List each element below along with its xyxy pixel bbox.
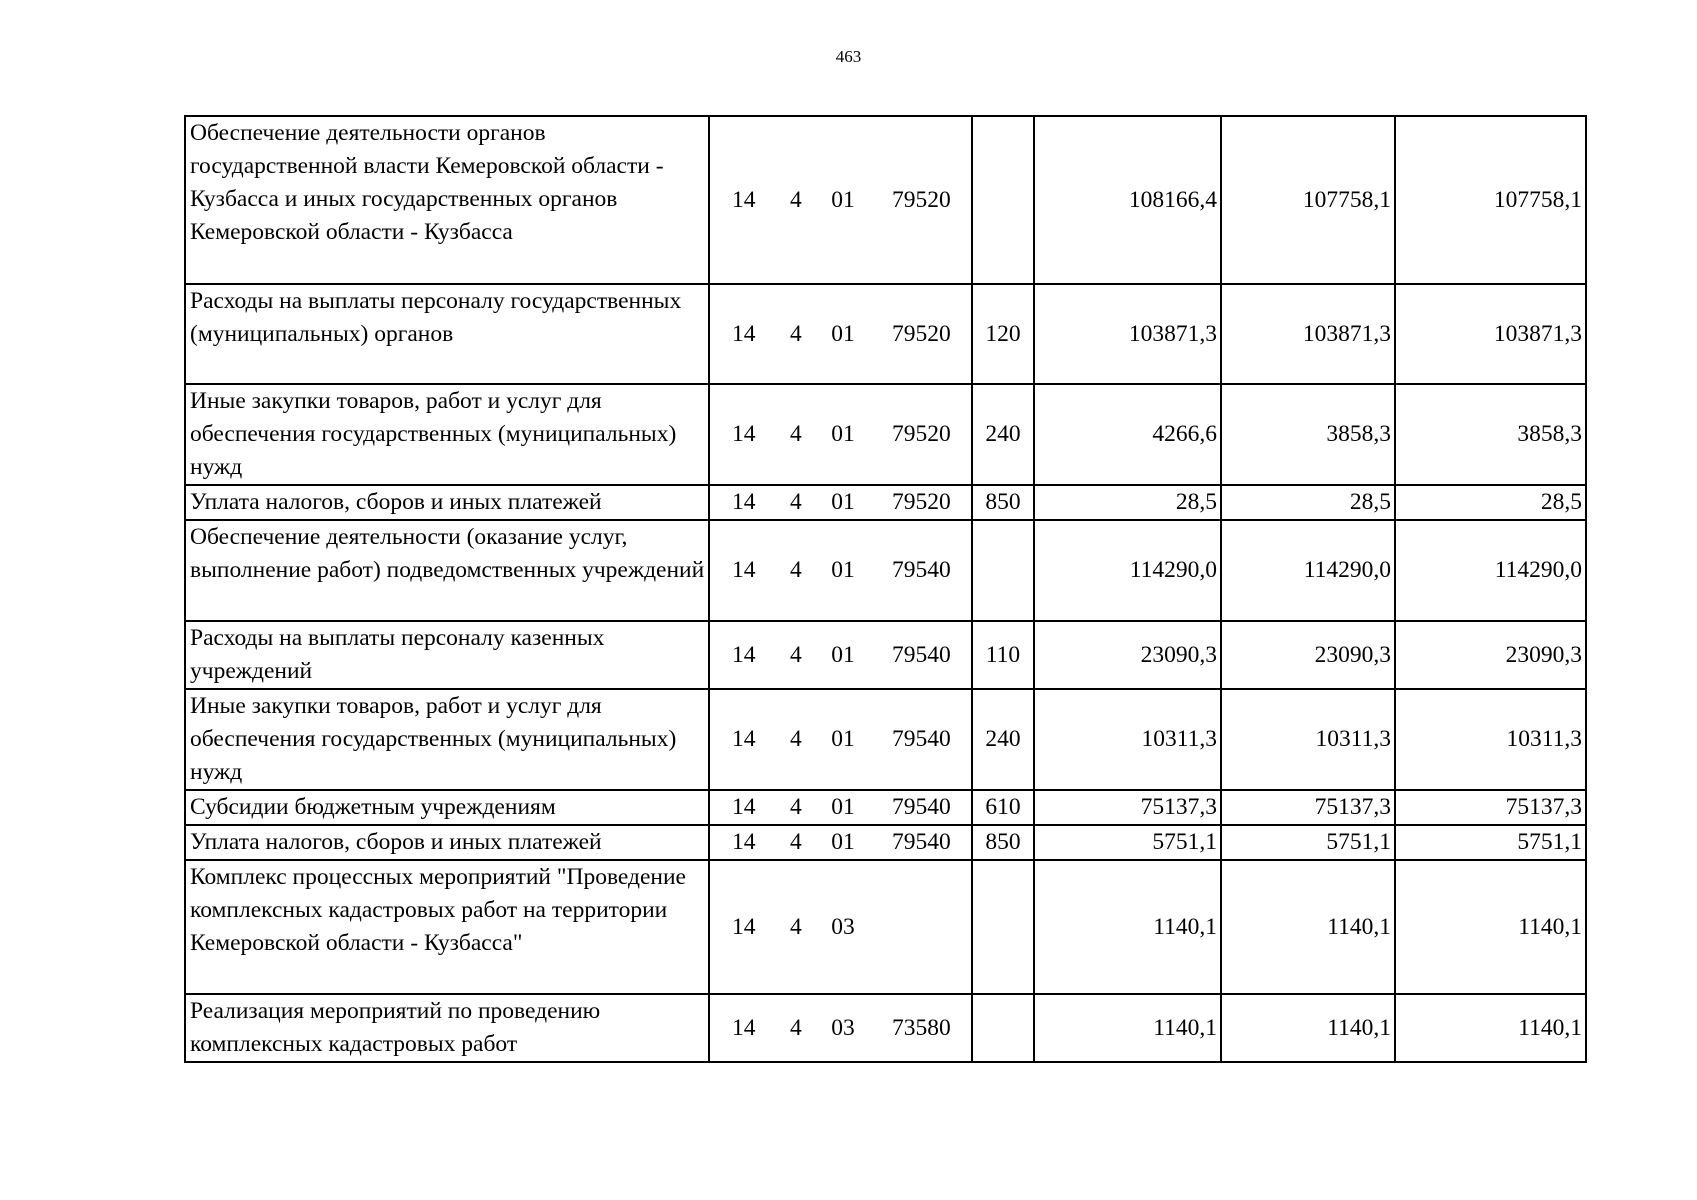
amount-year2-cell: 28,5 — [1221, 485, 1395, 520]
table-row — [185, 621, 1586, 689]
classification-code-cell — [709, 284, 972, 384]
amount-year2-cell: 1140,1 — [1221, 994, 1395, 1062]
direction-code: 73580 — [892, 1014, 951, 1041]
activity-code: 01 — [831, 794, 855, 820]
direction-code: 79540 — [892, 557, 951, 583]
classification-code-cell — [709, 790, 972, 825]
amount-year1-cell: 23090,3 — [1034, 621, 1221, 689]
expense-type-cell: 850 — [972, 825, 1034, 860]
amount-year1-cell: 1140,1 — [1034, 994, 1221, 1062]
amount-year1-cell: 108166,4 — [1034, 116, 1221, 284]
program-code: 14 — [731, 913, 756, 940]
row-name-cell: Иные закупки товаров, работ и услуг для обеспечения государственных (муниципальных) нужд — [185, 689, 709, 790]
direction-code: 79520 — [892, 421, 951, 447]
program-code: 14 — [731, 726, 756, 752]
amount-year2-cell: 23090,3 — [1221, 621, 1395, 689]
expense-type-cell: 110 — [972, 621, 1034, 689]
subprogram-code: 4 — [789, 829, 802, 855]
row-name-cell: Субсидии бюджетным учреждениям — [185, 790, 709, 825]
amount-year3-cell: 1140,1 — [1395, 860, 1586, 994]
row-name-cell: Обеспечение деятельности (оказание услуг, выполнение работ) подведомственных учреждений — [185, 520, 709, 621]
subprogram-code: 4 — [789, 489, 802, 515]
classification-code-cell — [709, 994, 972, 1062]
expense-type-cell: 240 — [972, 689, 1034, 790]
table-row — [185, 689, 1586, 790]
program-code: 14 — [731, 557, 756, 583]
expense-type-cell — [972, 860, 1034, 994]
direction-code: 79540 — [892, 829, 951, 855]
page-number: 463 — [835, 47, 862, 66]
program-code: 14 — [731, 421, 756, 447]
table-row — [185, 116, 1586, 284]
program-code: 14 — [731, 641, 756, 668]
amount-year2-cell: 3858,3 — [1221, 384, 1395, 485]
table-row — [185, 994, 1586, 1062]
subprogram-code: 4 — [789, 421, 802, 447]
activity-code: 01 — [831, 489, 855, 515]
row-name-cell: Обеспечение деятельности органов государственной власти Кемеровской области - Кузбасса и иных государственных органов Кемеровской области - Кузбасса — [185, 116, 709, 284]
amount-year3-cell: 10311,3 — [1395, 689, 1586, 790]
table-row — [185, 384, 1586, 485]
subprogram-code: 4 — [789, 726, 802, 752]
direction-code: 79540 — [892, 794, 951, 820]
row-name-cell: Реализация мероприятий по проведению комплексных кадастровых работ — [185, 994, 709, 1062]
row-name-cell: Уплата налогов, сборов и иных платежей — [185, 825, 709, 860]
amount-year1-cell: 75137,3 — [1034, 790, 1221, 825]
activity-code: 01 — [831, 320, 855, 347]
amount-year1-cell: 10311,3 — [1034, 689, 1221, 790]
direction-code: 79540 — [892, 641, 951, 668]
program-code: 14 — [731, 794, 756, 820]
direction-code: 79540 — [892, 726, 951, 752]
classification-code-cell — [709, 825, 972, 860]
amount-year3-cell: 23090,3 — [1395, 621, 1586, 689]
subprogram-code: 4 — [789, 320, 802, 347]
budget-table — [184, 115, 1587, 1063]
activity-code: 01 — [831, 421, 855, 447]
row-name-cell: Иные закупки товаров, работ и услуг для обеспечения государственных (муниципальных) нужд — [185, 384, 709, 485]
classification-code-cell — [709, 621, 972, 689]
table-row — [185, 284, 1586, 384]
amount-year2-cell: 10311,3 — [1221, 689, 1395, 790]
table-row — [185, 790, 1586, 825]
activity-code: 01 — [831, 829, 855, 855]
expense-type-cell: 120 — [972, 284, 1034, 384]
classification-code-cell — [709, 116, 972, 284]
classification-code-cell — [709, 860, 972, 994]
row-name-cell: Уплата налогов, сборов и иных платежей — [185, 485, 709, 520]
subprogram-code: 4 — [789, 557, 802, 583]
amount-year2-cell: 1140,1 — [1221, 860, 1395, 994]
amount-year1-cell: 4266,6 — [1034, 384, 1221, 485]
amount-year2-cell: 5751,1 — [1221, 825, 1395, 860]
program-code: 14 — [731, 489, 756, 515]
expense-type-cell: 240 — [972, 384, 1034, 485]
expense-type-cell — [972, 116, 1034, 284]
subprogram-code: 4 — [789, 794, 802, 820]
activity-code: 03 — [831, 913, 855, 940]
subprogram-code: 4 — [789, 1014, 802, 1041]
subprogram-code: 4 — [789, 913, 802, 940]
amount-year3-cell: 114290,0 — [1395, 520, 1586, 621]
activity-code: 01 — [831, 641, 855, 668]
amount-year1-cell: 1140,1 — [1034, 860, 1221, 994]
amount-year1-cell: 5751,1 — [1034, 825, 1221, 860]
subprogram-code: 4 — [789, 186, 802, 213]
direction-code: 79520 — [892, 489, 951, 515]
amount-year3-cell: 103871,3 — [1395, 284, 1586, 384]
amount-year3-cell: 107758,1 — [1395, 116, 1586, 284]
table-row — [185, 485, 1586, 520]
activity-code: 01 — [831, 726, 855, 752]
amount-year1-cell: 114290,0 — [1034, 520, 1221, 621]
program-code: 14 — [731, 186, 756, 213]
amount-year3-cell: 5751,1 — [1395, 825, 1586, 860]
classification-code-cell — [709, 689, 972, 790]
amount-year2-cell: 107758,1 — [1221, 116, 1395, 284]
row-name-cell: Расходы на выплаты персоналу государственных (муниципальных) органов — [185, 284, 709, 384]
expense-type-cell: 610 — [972, 790, 1034, 825]
amount-year3-cell: 3858,3 — [1395, 384, 1586, 485]
amount-year1-cell: 28,5 — [1034, 485, 1221, 520]
classification-code-cell — [709, 520, 972, 621]
expense-type-cell — [972, 520, 1034, 621]
program-code: 14 — [731, 829, 756, 855]
direction-code: 79520 — [892, 320, 951, 347]
expense-type-cell: 850 — [972, 485, 1034, 520]
activity-code: 03 — [831, 1014, 855, 1041]
amount-year3-cell: 1140,1 — [1395, 994, 1586, 1062]
amount-year1-cell: 103871,3 — [1034, 284, 1221, 384]
table-row — [185, 825, 1586, 860]
activity-code: 01 — [831, 186, 855, 213]
table-row — [185, 520, 1586, 621]
amount-year2-cell: 114290,0 — [1221, 520, 1395, 621]
amount-year2-cell: 75137,3 — [1221, 790, 1395, 825]
amount-year3-cell: 28,5 — [1395, 485, 1586, 520]
program-code: 14 — [731, 1014, 756, 1041]
activity-code: 01 — [831, 557, 855, 583]
subprogram-code: 4 — [789, 641, 802, 668]
amount-year3-cell: 75137,3 — [1395, 790, 1586, 825]
program-code: 14 — [731, 320, 756, 347]
expense-type-cell — [972, 994, 1034, 1062]
direction-code: 79520 — [892, 186, 951, 213]
classification-code-cell — [709, 384, 972, 485]
row-name-cell: Комплекс процессных мероприятий "Проведение комплексных кадастровых работ на территории Кемеровской области - Кузбасса" — [185, 860, 709, 994]
amount-year2-cell: 103871,3 — [1221, 284, 1395, 384]
classification-code-cell — [709, 485, 972, 520]
row-name-cell: Расходы на выплаты персоналу казенных учреждений — [185, 621, 709, 689]
table-row — [185, 860, 1586, 994]
